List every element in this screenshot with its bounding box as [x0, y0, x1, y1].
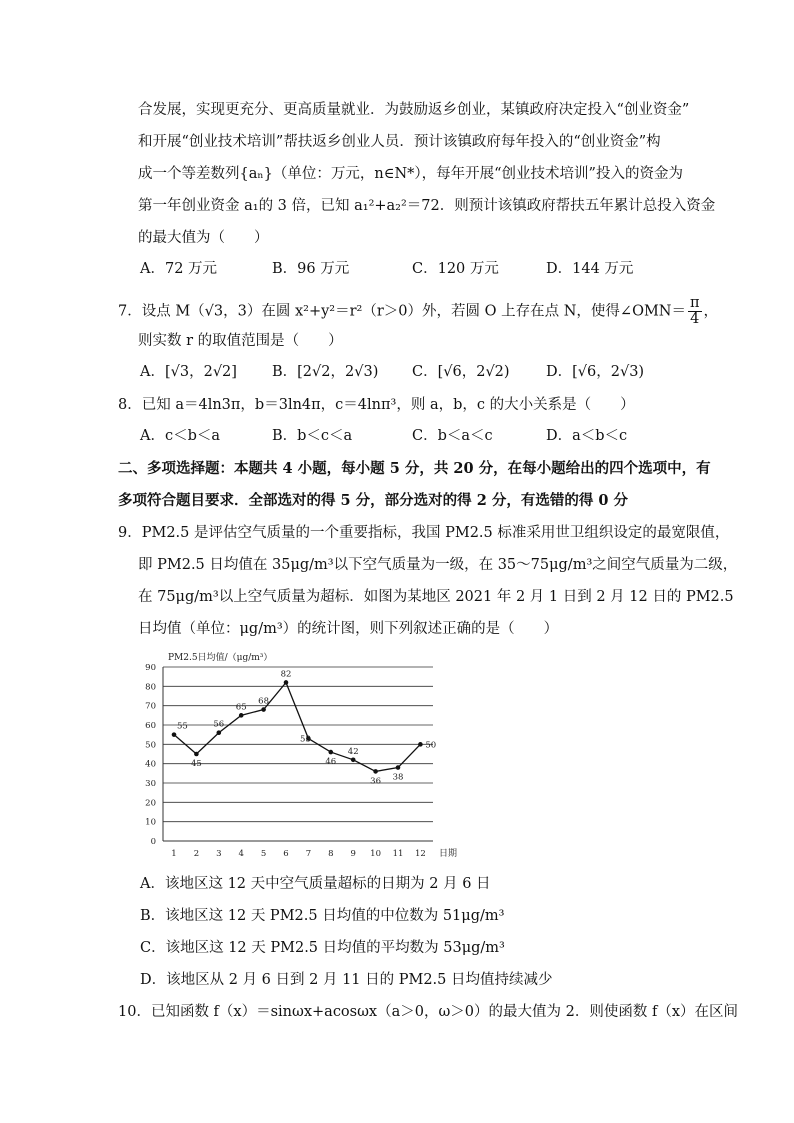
data-point — [284, 680, 289, 685]
data-point — [396, 765, 401, 770]
y-tick-label: 40 — [145, 759, 156, 770]
data-label: 65 — [235, 702, 247, 713]
data-label: 38 — [392, 772, 404, 783]
data-point — [239, 713, 244, 718]
y-tick-label: 30 — [145, 779, 156, 789]
q9-option-b[interactable]: B．该地区这 12 天 PM2.5 日均值的中位数为 51μg/m³ — [140, 908, 505, 924]
q7-option-a[interactable]: A．[√3，2√2] — [140, 364, 237, 380]
q9-line-4: 日均值（单位：μg/m³）的统计图，则下列叙述正确的是（ ） — [138, 621, 559, 637]
q7-option-d[interactable]: D．[√6，2√3) — [546, 364, 645, 380]
data-label: 45 — [190, 759, 202, 769]
q7-stem-end: ， — [703, 303, 719, 320]
data-point — [194, 752, 199, 757]
q9-line-1: 9．PM2.5 是评估空气质量的一个重要指标，我国 PM2.5 标准采用世卫组织设定的最宽限值， — [118, 525, 730, 541]
x-tick-label: 3 — [216, 849, 222, 859]
q6-option-c[interactable]: C．120 万元 — [412, 261, 499, 277]
data-label: 46 — [325, 757, 337, 768]
x-tick-label: 2 — [193, 849, 200, 859]
pm25-line-chart — [138, 645, 458, 860]
q6-line-3: 成一个等差数列{aₙ}（单位：万元，n∈N*），每年开展“创业技术培训”投入的资金为 — [138, 166, 683, 182]
q6-line-2: 和开展“创业技术培训”帮扶返乡创业人员．预计该镇政府每年投入的“创业资金”构 — [138, 134, 661, 150]
y-tick-label: 0 — [150, 837, 156, 847]
data-label: 82 — [280, 669, 292, 680]
x-tick-label: 1 — [171, 849, 177, 859]
y-tick-label: 60 — [145, 721, 156, 731]
q7-line-2: 则实数 r 的取值范围是（ ） — [138, 333, 343, 349]
q8-option-c[interactable]: C．b＜a＜c — [412, 428, 493, 444]
y-tick-label: 50 — [145, 740, 156, 751]
q6-line-4: 第一年创业资金 a₁的 3 倍，已知 a₁²+a₂²＝72．则预计该镇政府帮扶五年累计总投入资金 — [138, 198, 716, 214]
q7-line-1 — [118, 296, 718, 327]
x-tick-label: 11 — [392, 849, 404, 859]
data-label: 68 — [258, 696, 270, 707]
q7-stem: 7．设点 M（√3，3）在圆 x²+y²＝r²（r＞0）外，若圆 O 上存在点 N，使得∠OMN＝ — [118, 303, 686, 320]
section-2-heading-line-1: 二、多项选择题：本题共 4 小题，每小题 5 分，共 20 分，在每小题给出的四个选项中，有 — [118, 460, 711, 477]
data-label: 56 — [213, 719, 225, 730]
q6-line-5: 的最大值为（ ） — [138, 230, 269, 246]
q8-option-b[interactable]: B．b＜c＜a — [272, 428, 353, 444]
data-point — [351, 758, 356, 763]
x-tick-label: 9 — [350, 849, 356, 859]
q8-option-a[interactable]: A．c＜b＜a — [140, 428, 221, 444]
x-axis-label: 日期 — [439, 849, 458, 859]
q8-stem: 8．已知 a＝4ln3π，b＝3ln4π，c＝4lnπ³，则 a，b，c 的大小关系是（ ） — [118, 397, 635, 413]
q9-line-3: 在 75μg/m³以上空气质量为超标．如图为某地区 2021 年 2 月 1 日到 2 月 12 日的 PM2.5 — [138, 589, 734, 605]
q7-fraction — [688, 296, 702, 327]
x-tick-label: 4 — [238, 849, 244, 859]
x-tick-label: 12 — [414, 849, 426, 859]
y-tick-label: 70 — [145, 701, 156, 712]
data-point — [172, 732, 177, 737]
x-tick-label: 7 — [305, 849, 312, 859]
data-label: 55 — [177, 721, 188, 732]
data-point — [418, 742, 423, 747]
q7-option-b[interactable]: B．[2√2，2√3) — [272, 364, 379, 380]
series-line — [174, 682, 420, 771]
data-point — [261, 707, 266, 712]
q6-line-1: 合发展，实现更充分、更高质量就业．为鼓励返乡创业，某镇政府决定投入“创业资金” — [138, 102, 690, 118]
q7-option-c[interactable]: C．[√6，2√2) — [412, 364, 510, 380]
data-point — [329, 750, 334, 755]
chart-title: PM2.5日均值/（μg/m³） — [168, 653, 273, 663]
x-tick-label: 6 — [283, 849, 289, 859]
q9-line-2: 即 PM2.5 日均值在 35μg/m³以下空气质量为一级，在 35～75μg/m³之间空气质量为二级， — [138, 557, 738, 573]
q8-option-d[interactable]: D．a＜b＜c — [546, 428, 628, 444]
q7-fraction-numerator: π — [690, 295, 700, 311]
data-point — [373, 769, 378, 774]
q6-option-b[interactable]: B．96 万元 — [272, 261, 350, 277]
data-label: 42 — [347, 746, 359, 757]
data-label: 53 — [299, 734, 311, 745]
section-2-heading-line-2: 多项符合题目要求．全部选对的得 5 分，部分选对的得 2 分，有选错的得 0 分 — [118, 492, 629, 509]
x-tick-label: 5 — [260, 849, 267, 859]
y-tick-label: 90 — [145, 663, 156, 673]
data-label: 36 — [370, 776, 382, 787]
x-tick-label: 10 — [370, 849, 382, 859]
q9-option-c[interactable]: C．该地区这 12 天 PM2.5 日均值的平均数为 53μg/m³ — [140, 940, 505, 956]
data-label: 50 — [425, 740, 437, 751]
q6-option-d[interactable]: D．144 万元 — [546, 261, 634, 277]
q9-option-a[interactable]: A．该地区这 12 天中空气质量超标的日期为 2 月 6 日 — [140, 876, 491, 892]
y-tick-label: 10 — [145, 817, 156, 828]
x-tick-label: 8 — [328, 849, 334, 859]
data-point — [217, 730, 222, 735]
q6-option-a[interactable]: A．72 万元 — [140, 261, 218, 277]
y-tick-label: 20 — [145, 798, 156, 809]
q7-fraction-denominator: 4 — [690, 311, 700, 327]
q10-stem: 10．已知函数 f（x）＝sinωx+acosωx（a＞0，ω＞0）的最大值为 2．则使函数 f（x）在区间 — [118, 1004, 739, 1020]
y-tick-label: 80 — [145, 682, 156, 693]
q9-option-d[interactable]: D．该地区从 2 月 6 日到 2 月 11 日的 PM2.5 日均值持续减少 — [140, 972, 553, 988]
